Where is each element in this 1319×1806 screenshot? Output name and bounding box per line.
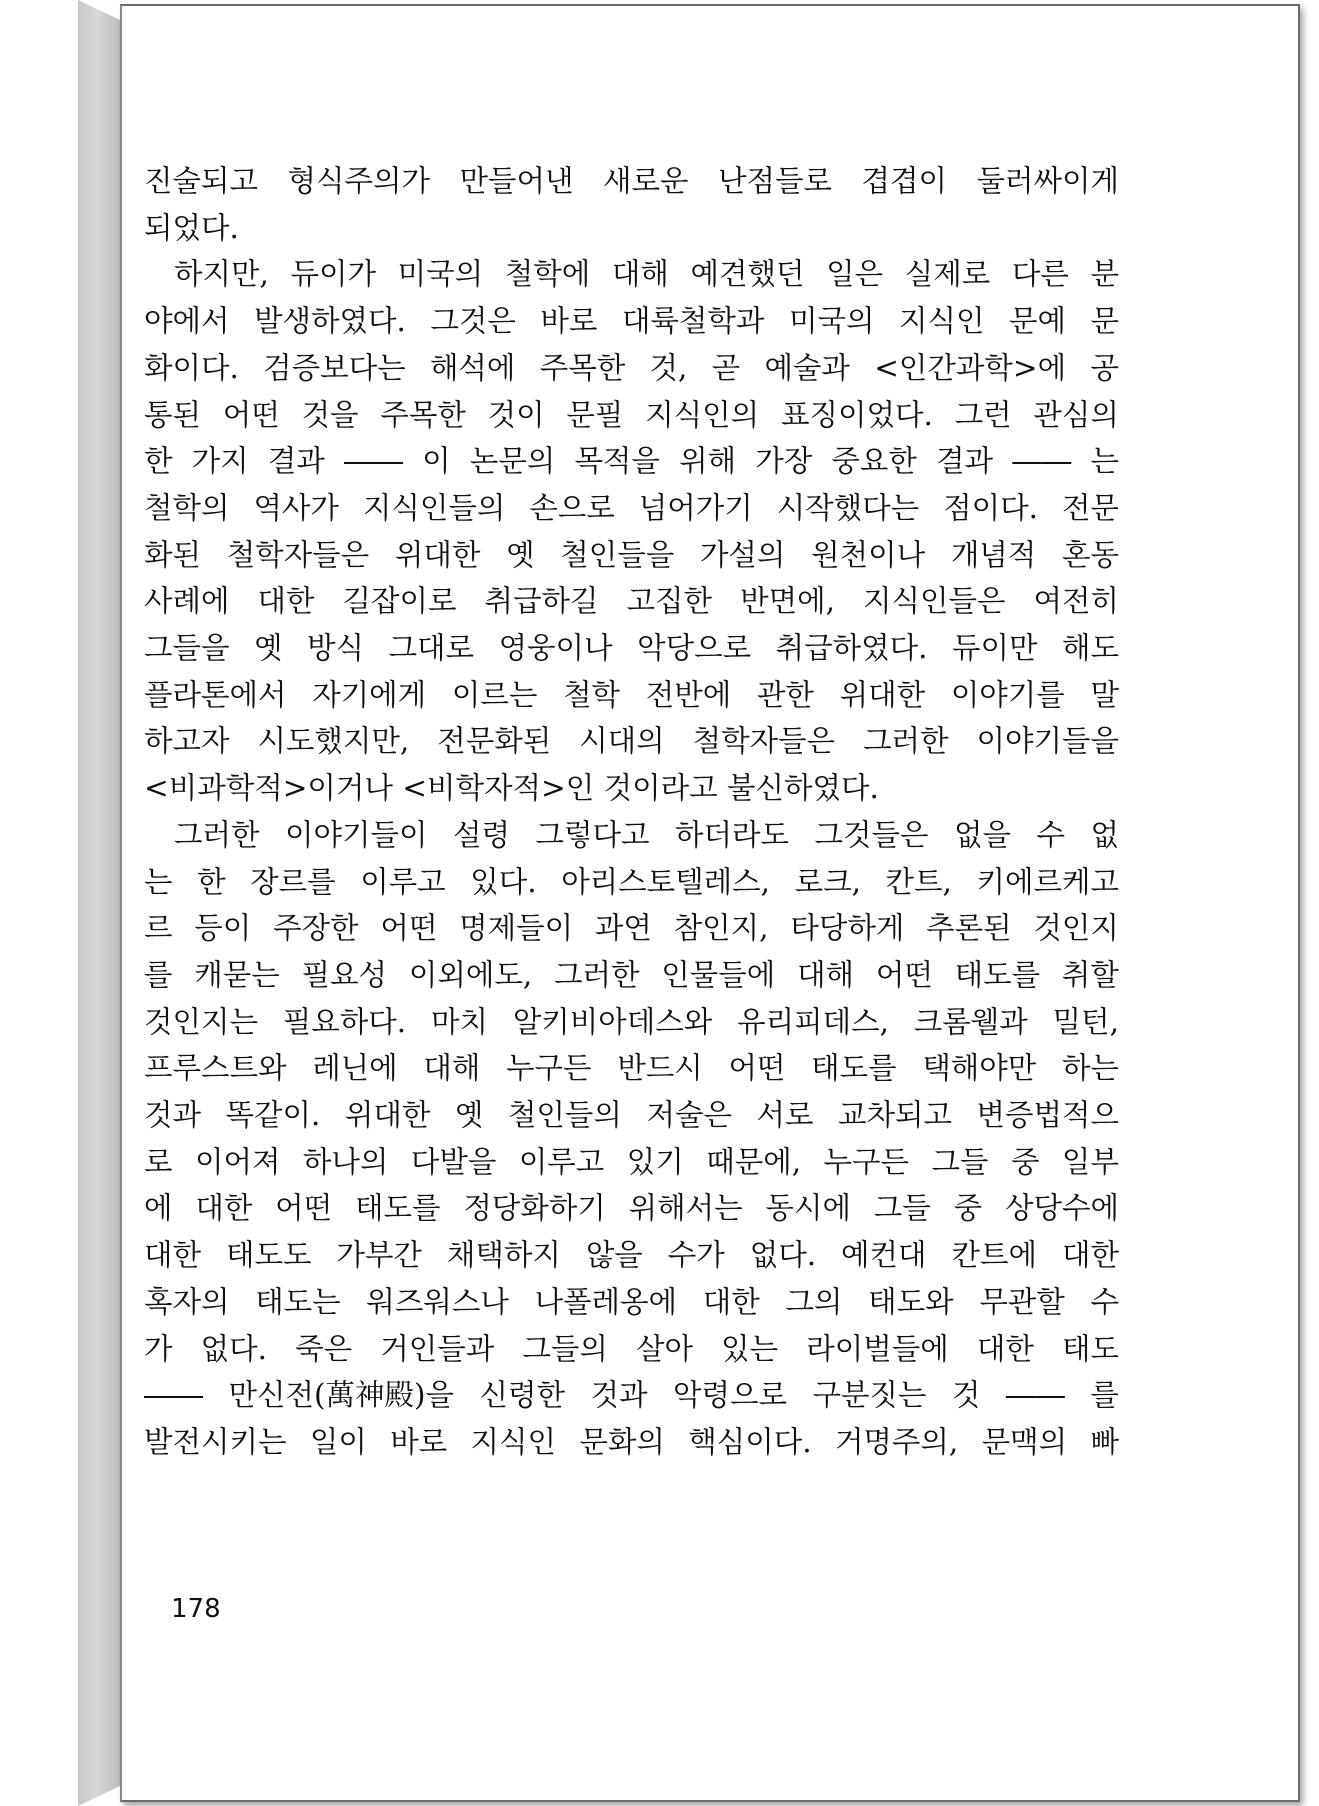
text-word: 이루고 — [518, 1144, 605, 1179]
text-word: 예견했던 — [690, 257, 805, 292]
text-word: 장르를 — [250, 864, 336, 899]
text-word: 이르는 — [451, 677, 538, 712]
text-word: 점이다. — [943, 490, 1038, 525]
text-word: 가부간 — [336, 1238, 422, 1273]
text-word: 길잡이로 — [342, 584, 457, 619]
text-word: 둘러싸이게 — [976, 164, 1119, 198]
text-word: 그들 — [873, 1191, 931, 1226]
text-word: 난점들로 — [718, 164, 832, 198]
text-word: 전반에 — [645, 677, 732, 712]
text-line: 되었다. — [144, 210, 239, 245]
text-line — [144, 345, 1119, 392]
text-word: 대해 — [423, 1051, 481, 1086]
text-word: 를 — [144, 957, 173, 992]
text-word: 전문 — [1061, 490, 1119, 525]
text-word: 태도를 — [354, 1191, 441, 1226]
text-word: 것 — [951, 1378, 981, 1413]
text-word: 캐묻는 — [194, 957, 280, 992]
text-word: 실제로 — [904, 257, 991, 292]
text-word: 레닌에 — [312, 1051, 398, 1086]
text-word: 플라톤에서 — [144, 677, 287, 712]
text-word: 태도를 — [811, 1051, 897, 1086]
text-line — [144, 1279, 1119, 1326]
text-line — [144, 1092, 1119, 1139]
text-word: 일이 — [309, 1424, 367, 1459]
text-word: 어떤 — [728, 1051, 786, 1086]
text-word: 위대한 — [839, 677, 926, 712]
text-word: 거인들과 — [380, 1331, 495, 1366]
text-word: 필요하다. — [282, 1004, 407, 1039]
text-line — [144, 999, 1119, 1046]
text-word: 것을 — [301, 397, 359, 432]
text-word: 목적을 — [574, 444, 660, 479]
text-word: 중 — [953, 1191, 983, 1226]
text-word: 철인들의 — [507, 1098, 622, 1133]
text-word: 중요한 — [831, 444, 917, 479]
text-word: 겹겹이 — [861, 164, 947, 198]
text-word: 취할 — [1061, 957, 1119, 992]
text-word: 것인지는 — [144, 1004, 258, 1039]
text-word: 지식인 — [470, 1424, 557, 1459]
text-word: 이야기들을 — [976, 724, 1119, 759]
text-line — [144, 1232, 1119, 1279]
text-word: ―― — [1005, 1378, 1065, 1413]
text-word: 프루스트와 — [144, 1051, 287, 1086]
text-word: 칸트에 — [951, 1238, 1037, 1273]
text-word: 를 — [1090, 1378, 1119, 1413]
text-word: 말 — [1090, 677, 1119, 712]
text-word: 가지 — [191, 444, 249, 479]
text-word: 악령으로 — [672, 1378, 787, 1413]
text-word: 추론된 — [926, 911, 1012, 946]
text-word: 있다. — [470, 864, 537, 899]
text-word: 택해야만 — [922, 1051, 1037, 1086]
text-word: 전문화된 — [437, 724, 552, 759]
text-word: 하나의 — [302, 1144, 389, 1179]
text-word: 마치 — [431, 1004, 488, 1039]
text-word: 어떤 — [222, 397, 280, 432]
text-word: 검증보다는 — [263, 350, 406, 385]
text-word: 만들어낸 — [459, 164, 574, 198]
text-word: 형식주의가 — [287, 164, 430, 198]
text-word: 알키비아데스와 — [512, 1004, 713, 1039]
text-word: 결과 — [936, 444, 994, 479]
text-word: 논문의 — [469, 444, 556, 479]
text-word: 대한 — [976, 1331, 1034, 1366]
text-word: 일부 — [1061, 1144, 1119, 1179]
text-word: 바로 — [390, 1424, 448, 1459]
text-word: 수 — [1036, 817, 1065, 852]
text-word: 필요성 — [301, 957, 388, 992]
text-word: 것이 — [487, 397, 545, 432]
book-spine-edge — [78, 0, 120, 1806]
text-word: 취급하였다. — [775, 631, 928, 666]
text-word: 사례에 — [144, 584, 230, 619]
text-word: 주장한 — [273, 911, 359, 946]
text-word: 거명주의, — [834, 1424, 959, 1459]
text-word: 바로 — [540, 304, 598, 339]
text-word: 정당화하기 — [463, 1191, 606, 1226]
text-word: 시대의 — [579, 724, 665, 759]
text-word: 대한 — [195, 1191, 253, 1226]
text-word: 그것은 — [430, 304, 516, 339]
text-word: 나폴레옹에 — [534, 1284, 678, 1319]
text-word: 철학 — [563, 677, 621, 712]
text-word: 고집한 — [626, 584, 713, 619]
text-word: 에 — [144, 1191, 173, 1226]
text-word: 통된 — [144, 397, 201, 432]
text-word: 공 — [1090, 350, 1119, 385]
text-line — [144, 718, 1119, 765]
text-word: 없을 — [954, 817, 1011, 852]
text-word: 이야기들이 — [285, 817, 428, 852]
text-word: 이야기를 — [950, 677, 1065, 712]
text-word: 등이 — [194, 911, 252, 946]
text-word: ―― — [343, 444, 403, 479]
text-word: 주목한 — [539, 350, 626, 385]
text-word: 야에서 — [144, 304, 230, 339]
text-word: 새로운 — [603, 164, 689, 198]
text-word: 철학의 — [144, 490, 230, 525]
text-word: 수 — [1090, 1284, 1119, 1319]
text-word: 취급하길 — [484, 584, 599, 619]
text-word: 태도 — [1062, 1331, 1119, 1366]
text-word: 여전히 — [1033, 584, 1119, 619]
text-word: 문예 — [1008, 304, 1066, 339]
text-word: 지식인들의 — [362, 490, 506, 525]
text-word: 철학에 — [504, 257, 591, 292]
text-word: 있기 — [626, 1144, 684, 1179]
text-word: 대해 — [797, 957, 855, 992]
text-line — [144, 859, 1119, 906]
text-word: 하는 — [1062, 1051, 1119, 1086]
text-word: 라이벌들에 — [806, 1331, 949, 1366]
text-word: 아리스토텔레스, — [561, 864, 771, 899]
text-word: 옛 — [454, 1098, 484, 1133]
text-word: 핵심이다. — [688, 1424, 812, 1459]
text-word: 다발을 — [410, 1144, 497, 1179]
text-word: 가장 — [755, 444, 813, 479]
text-word: 예컨대 — [841, 1238, 927, 1273]
text-word: 않을 — [585, 1238, 643, 1273]
text-word: 미국의 — [788, 304, 875, 339]
text-word: 그것들은 — [814, 817, 929, 852]
text-word: 만신전(萬神殿)을 — [228, 1378, 454, 1413]
text-word: 저술은 — [646, 1098, 732, 1133]
text-word: 똑같이. — [225, 1098, 321, 1133]
text-word: 것인지 — [1033, 911, 1119, 946]
text-word: 로 — [144, 1144, 173, 1179]
text-word: 그들의 — [522, 1331, 608, 1366]
text-word: 없 — [1090, 817, 1119, 852]
text-word: 인물들에 — [661, 957, 776, 992]
text-line — [144, 625, 1119, 672]
text-word: 영웅이나 — [498, 631, 613, 666]
text-word: 반면에, — [740, 584, 835, 619]
text-line — [144, 578, 1119, 625]
text-word: 지식인의 — [645, 397, 760, 432]
text-word: 르 — [144, 911, 173, 946]
text-line — [144, 158, 1119, 205]
text-word: 하지만, — [174, 257, 269, 292]
text-word: 명제들이 — [459, 911, 574, 946]
text-word: 대한 — [144, 1238, 201, 1273]
text-line — [144, 672, 1119, 719]
page-number: 178 — [171, 1594, 221, 1624]
text-word: 그렇다고 — [535, 817, 650, 852]
text-word: 해석에 — [429, 350, 516, 385]
text-word: 있는 — [721, 1331, 779, 1366]
text-word: 구분짓는 — [812, 1378, 927, 1413]
text-word: 하더라도 — [675, 817, 789, 852]
text-line — [144, 392, 1119, 439]
text-word: 위해 — [679, 444, 737, 479]
text-word: 교차되고 — [837, 1098, 952, 1133]
text-word: 는 — [1090, 444, 1119, 479]
text-word: 발생하였다. — [254, 304, 406, 339]
text-word: 진술되고 — [144, 164, 258, 198]
text-word: 넘어가기 — [638, 490, 753, 525]
text-word: 것과 — [590, 1378, 648, 1413]
text-word: 지식인 — [898, 304, 985, 339]
text-word: 어떤 — [380, 911, 438, 946]
text-line — [144, 905, 1119, 952]
text-word: 그런 — [954, 397, 1012, 432]
text-word: 대해 — [611, 257, 669, 292]
text-word: 문필 — [566, 397, 624, 432]
text-word: 없다. — [749, 1238, 817, 1273]
text-word: 예술과 — [764, 350, 850, 385]
text-word: 위대한 — [344, 1098, 431, 1133]
text-line — [144, 812, 1119, 859]
text-word: 악당으로 — [637, 631, 752, 666]
text-word: <인간과학>에 — [874, 350, 1067, 385]
text-word: 그들을 — [144, 631, 230, 666]
text-word: 채택하지 — [446, 1238, 561, 1273]
text-word: 손으로 — [529, 490, 615, 525]
text-word: 한 — [197, 864, 226, 899]
text-word: 원천이나 — [811, 537, 926, 572]
text-word: 누구든 — [823, 1144, 910, 1179]
text-line — [144, 1185, 1119, 1232]
text-word: 키에르케고 — [976, 864, 1119, 899]
text-word: 혼동 — [1062, 537, 1119, 572]
text-word: 철인들을 — [560, 537, 675, 572]
text-word: 문화의 — [579, 1424, 665, 1459]
text-word: 하고자 — [144, 724, 230, 759]
text-line — [144, 1139, 1119, 1186]
text-word: 칸트, — [885, 864, 952, 899]
text-word: 태도는 — [255, 1284, 341, 1319]
book-edge-top-corner — [78, 0, 120, 20]
text-word: 철학자들은 — [226, 537, 370, 572]
text-word: 중 — [1010, 1144, 1040, 1179]
text-word: 로크, — [794, 864, 861, 899]
text-word: 수가 — [667, 1238, 725, 1273]
text-word: 어떤 — [275, 1191, 333, 1226]
text-word: 이어져 — [194, 1144, 281, 1179]
text-word: 문맥의 — [981, 1424, 1068, 1459]
text-word: 옛 — [254, 631, 283, 666]
text-line — [144, 485, 1119, 532]
text-word: 변증법적으 — [976, 1098, 1119, 1133]
text-word: 서로 — [756, 1098, 814, 1133]
text-line — [144, 1419, 1119, 1466]
text-word: 결과 — [267, 444, 325, 479]
text-word: 그들 — [931, 1144, 989, 1179]
text-word: ―― — [144, 1378, 203, 1413]
text-word: 발전시키는 — [144, 1424, 287, 1459]
text-word: 설령 — [453, 817, 510, 852]
text-word: 유리피데스, — [737, 1004, 889, 1039]
text-word: 이 — [422, 444, 451, 479]
text-word: 대한 — [1061, 1238, 1119, 1273]
text-line — [144, 532, 1119, 579]
text-word: 때문에, — [706, 1144, 802, 1179]
text-word: 그러한 — [554, 957, 640, 992]
text-line — [144, 952, 1119, 999]
text-word: 혹자의 — [144, 1284, 230, 1319]
body-text — [144, 158, 1119, 1466]
text-word: 신령한 — [479, 1378, 565, 1413]
text-word: 죽은 — [295, 1331, 353, 1366]
text-word: 미국의 — [397, 257, 484, 292]
text-word: 그대로 — [388, 631, 475, 666]
text-word: 옛 — [506, 537, 535, 572]
text-word: 화된 — [144, 537, 201, 572]
text-word: 누구든 — [506, 1051, 592, 1086]
text-word: 어떤 — [875, 957, 933, 992]
text-word: 이루고 — [360, 864, 446, 899]
text-line — [144, 1372, 1119, 1419]
text-word: 그러한 — [174, 817, 260, 852]
text-word: 대한 — [702, 1284, 760, 1319]
text-word: 밀턴, — [1052, 1004, 1119, 1039]
text-word: 주목한 — [380, 397, 466, 432]
text-line — [144, 251, 1119, 298]
text-word: 그의 — [785, 1284, 843, 1319]
text-word: 살아 — [636, 1331, 693, 1366]
text-word: 문 — [1090, 304, 1119, 339]
text-word: 곧 — [711, 350, 741, 385]
text-word: 동시에 — [765, 1191, 851, 1226]
text-word: 위해서는 — [628, 1191, 743, 1226]
text-word: ―― — [1012, 444, 1072, 479]
text-word: 역사가 — [253, 490, 339, 525]
text-word: 분 — [1090, 257, 1119, 292]
text-word: 참인지, — [673, 911, 769, 946]
text-word: 상당수에 — [1004, 1191, 1119, 1226]
text-word: 가설의 — [699, 537, 786, 572]
text-word: 시도했지만, — [257, 724, 410, 759]
text-word: 대한 — [257, 584, 315, 619]
text-word: 그러한 — [863, 724, 949, 759]
text-word: 표징이었다. — [780, 397, 933, 432]
text-word: 개념적 — [950, 537, 1037, 572]
text-word: 일은 — [826, 257, 884, 292]
text-word: 것, — [649, 350, 688, 385]
text-word: 태도와 — [868, 1284, 954, 1319]
text-line — [144, 1045, 1119, 1092]
text-word: 해도 — [1062, 631, 1119, 666]
text-word: 는 — [144, 864, 173, 899]
text-word: 빠 — [1090, 1424, 1119, 1459]
text-word: 자기에게 — [312, 677, 427, 712]
book-edge-bottom-corner — [78, 1786, 120, 1806]
text-word: 워즈워스나 — [366, 1284, 509, 1319]
text-word: 듀이만 — [951, 631, 1038, 666]
text-word: 가 — [144, 1331, 173, 1366]
text-word: 위대한 — [394, 537, 481, 572]
text-word: 시작했다는 — [776, 490, 920, 525]
text-word: 무관할 — [979, 1284, 1065, 1319]
text-word: 과연 — [594, 911, 652, 946]
text-word: 태도를 — [954, 957, 1041, 992]
text-word: 타당하게 — [790, 911, 905, 946]
text-word: 한 — [144, 444, 173, 479]
text-word: 태도도 — [225, 1238, 312, 1273]
text-word: 방식 — [307, 631, 365, 666]
text-line: <비과학적>이거나 <비학자적>인 것이라고 불신하였다. — [144, 771, 879, 806]
text-word: 크롬웰과 — [913, 1004, 1028, 1039]
text-word: 철학자들은 — [692, 724, 836, 759]
text-line — [144, 438, 1119, 485]
text-word: 다른 — [1011, 257, 1069, 292]
text-word: 관한 — [756, 677, 814, 712]
text-word: 듀이가 — [290, 257, 376, 292]
text-word: 관심의 — [1033, 397, 1119, 432]
text-word: 것과 — [144, 1098, 201, 1133]
text-word: 화이다. — [144, 350, 239, 385]
text-line — [144, 298, 1119, 345]
text-word: 없다. — [200, 1331, 267, 1366]
text-word: 이외에도, — [408, 957, 533, 992]
text-word: 지식인들은 — [862, 584, 1006, 619]
text-word: 반드시 — [617, 1051, 703, 1086]
text-line — [144, 1326, 1119, 1373]
text-word: 대륙철학과 — [621, 304, 765, 339]
